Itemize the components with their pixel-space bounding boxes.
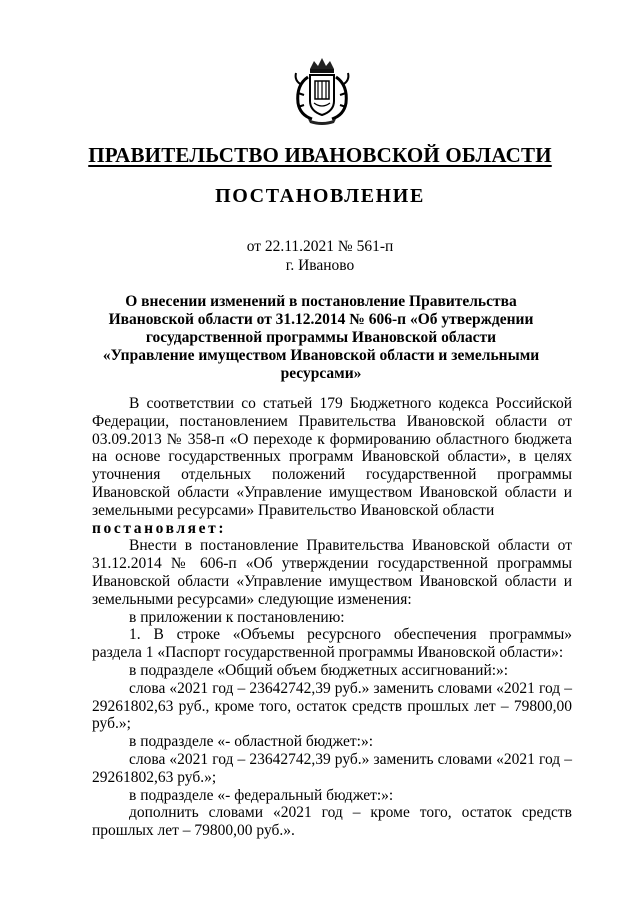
paragraph-regional-replace: слова «2021 год – 23642742,39 руб.» заменить словами «2021 год – 29261802,63 руб.»; [92,750,572,786]
date-number: от 22.11.2021 № 561-п [246,238,394,255]
resolves-word: постановляет: [92,519,227,537]
document-type: ПОСТАНОВЛЕНИЕ [215,185,425,207]
document-subject: О внесении изменений в постановление Правительства Ивановской области от 31.12.2014 № 606-п «Об утверждении государственной программы Ивановской области «Управление имуществом Ивановской области и земельными ресурсами» [102,293,540,382]
paragraph-total-replace: слова «2021 год – 23642742,39 руб.» заменить словами «2021 год – 29261802,63 руб., кроме того, остаток средств прошлых лет – 79800,00 руб.»; [92,679,572,733]
coat-of-arms-icon [290,55,354,127]
document-body [92,395,572,840]
paragraph-total-subsection: в подразделе «Общий объем бюджетных ассигнований:»: [129,661,509,679]
city: г. Иваново [285,257,355,274]
paragraph-federal-subsection: в подразделе «- федеральный бюджет:»: [129,786,394,804]
paragraph-item-1: 1. В строке «Объемы ресурсного обеспечения программы» раздела 1 «Паспорт государственной программы Ивановской области»: [92,626,572,662]
government-title: ПРАВИТЕЛЬСТВО ИВАНОВСКОЙ ОБЛАСТИ [88,143,552,167]
paragraph-federal-add: дополнить словами «2021 год – кроме того, остаток средств прошлых лет – 79800,00 руб.». [92,804,572,840]
paragraph-regional-subsection: в подразделе «- областной бюджет:»: [129,733,374,751]
paragraph-amend: Внести в постановление Правительства Ивановской области от 31.12.2014 № 606-п «Об утверждении государственной программы Ивановской области «Управление имуществом Ивановской области и земельными ресурсами» следующие изменения: [92,537,572,608]
paragraph-appendix: в приложении к постановлению: [129,608,345,626]
paragraph-preamble: В соответствии со статьей 179 Бюджетного кодекса Российской Федерации, постановлением Правительства Ивановской области от 03.09.2013 № 358-п «О переходе к формированию областного бюджета на основе государственных программ Ивановской области», в целях уточнения отдельных положений государственной программы Ивановской области «Управление имуществом Ивановской области и земельными ресурсами» Правительство Ивановской области [92,395,572,519]
